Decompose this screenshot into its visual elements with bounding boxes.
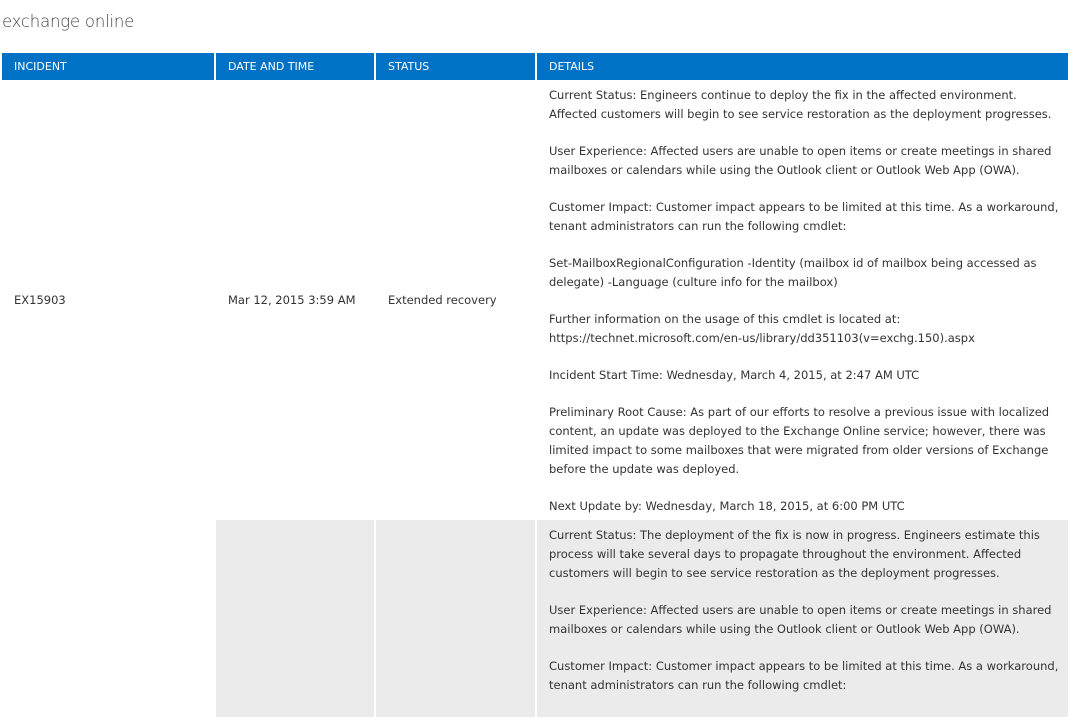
- incident-id-cell: EX15903: [2, 80, 215, 520]
- table-row: [2, 80, 1068, 520]
- details-cell: [536, 80, 1068, 520]
- details-current-status: Current Status: The deployment of the fix is now in progress. Engineers estimate this process will take several days to propagate throughout the environment. Affected customers will begin to see service restoration as the deployment progresses.: [549, 528, 1040, 580]
- details-current-status: Current Status: Engineers continue to deploy the fix in the affected environment. Affected customers will begin to see service restoration as the deployment progresses.: [549, 88, 1052, 121]
- details-preliminary-root-cause: Preliminary Root Cause: As part of our efforts to resolve a previous issue with localized content, an update was deployed to the Exchange Online service; however, there was limited impact to some mailboxes that were migrated from older versions of Exchange before the update was deployed.: [549, 405, 1050, 476]
- details-user-experience: User Experience: Affected users are unable to open items or create meetings in shared mailboxes or calendars while using the Outlook client or Outlook Web App (OWA).: [549, 603, 1052, 636]
- incidents-table: [2, 53, 1068, 717]
- status-cell: [375, 520, 536, 717]
- details-customer-impact: Customer Impact: Customer impact appears to be limited at this time. As a workaround, tenant administrators can run the following cmdlet:: [549, 659, 1059, 692]
- details-cmdlet: Set-MailboxRegionalConfiguration -Identity (mailbox id of mailbox being accessed as delegate) -Language (culture info for the mailbox): [549, 256, 1037, 289]
- incident-id-cell: [2, 520, 215, 717]
- details-user-experience: User Experience: Affected users are unable to open items or create meetings in shared mailboxes or calendars while using the Outlook client or Outlook Web App (OWA).: [549, 144, 1052, 177]
- column-header-date-and-time[interactable]: DATE AND TIME: [215, 53, 375, 80]
- column-header-incident[interactable]: INCIDENT: [2, 53, 215, 80]
- status-cell: Extended recovery: [375, 80, 536, 520]
- table-row: [2, 520, 1068, 717]
- details-next-update: Next Update by: Wednesday, March 18, 2015, at 6:00 PM UTC: [549, 499, 905, 513]
- table-header-row: [2, 53, 1068, 80]
- details-cell: [536, 520, 1068, 717]
- details-incident-start-time: Incident Start Time: Wednesday, March 4, 2015, at 2:47 AM UTC: [549, 368, 920, 382]
- details-further-information: Further information on the usage of this cmdlet is located at: https://technet.microsoft.com/en-us/library/dd351103(v=exchg.150).aspx: [549, 312, 975, 345]
- column-header-status[interactable]: STATUS: [375, 53, 536, 80]
- column-header-details[interactable]: DETAILS: [536, 53, 1068, 80]
- page-title: exchange online: [2, 12, 135, 31]
- date-time-cell: [215, 520, 375, 717]
- details-customer-impact: Customer Impact: Customer impact appears to be limited at this time. As a workaround, tenant administrators can run the following cmdlet:: [549, 200, 1059, 233]
- date-time-cell: Mar 12, 2015 3:59 AM: [215, 80, 375, 520]
